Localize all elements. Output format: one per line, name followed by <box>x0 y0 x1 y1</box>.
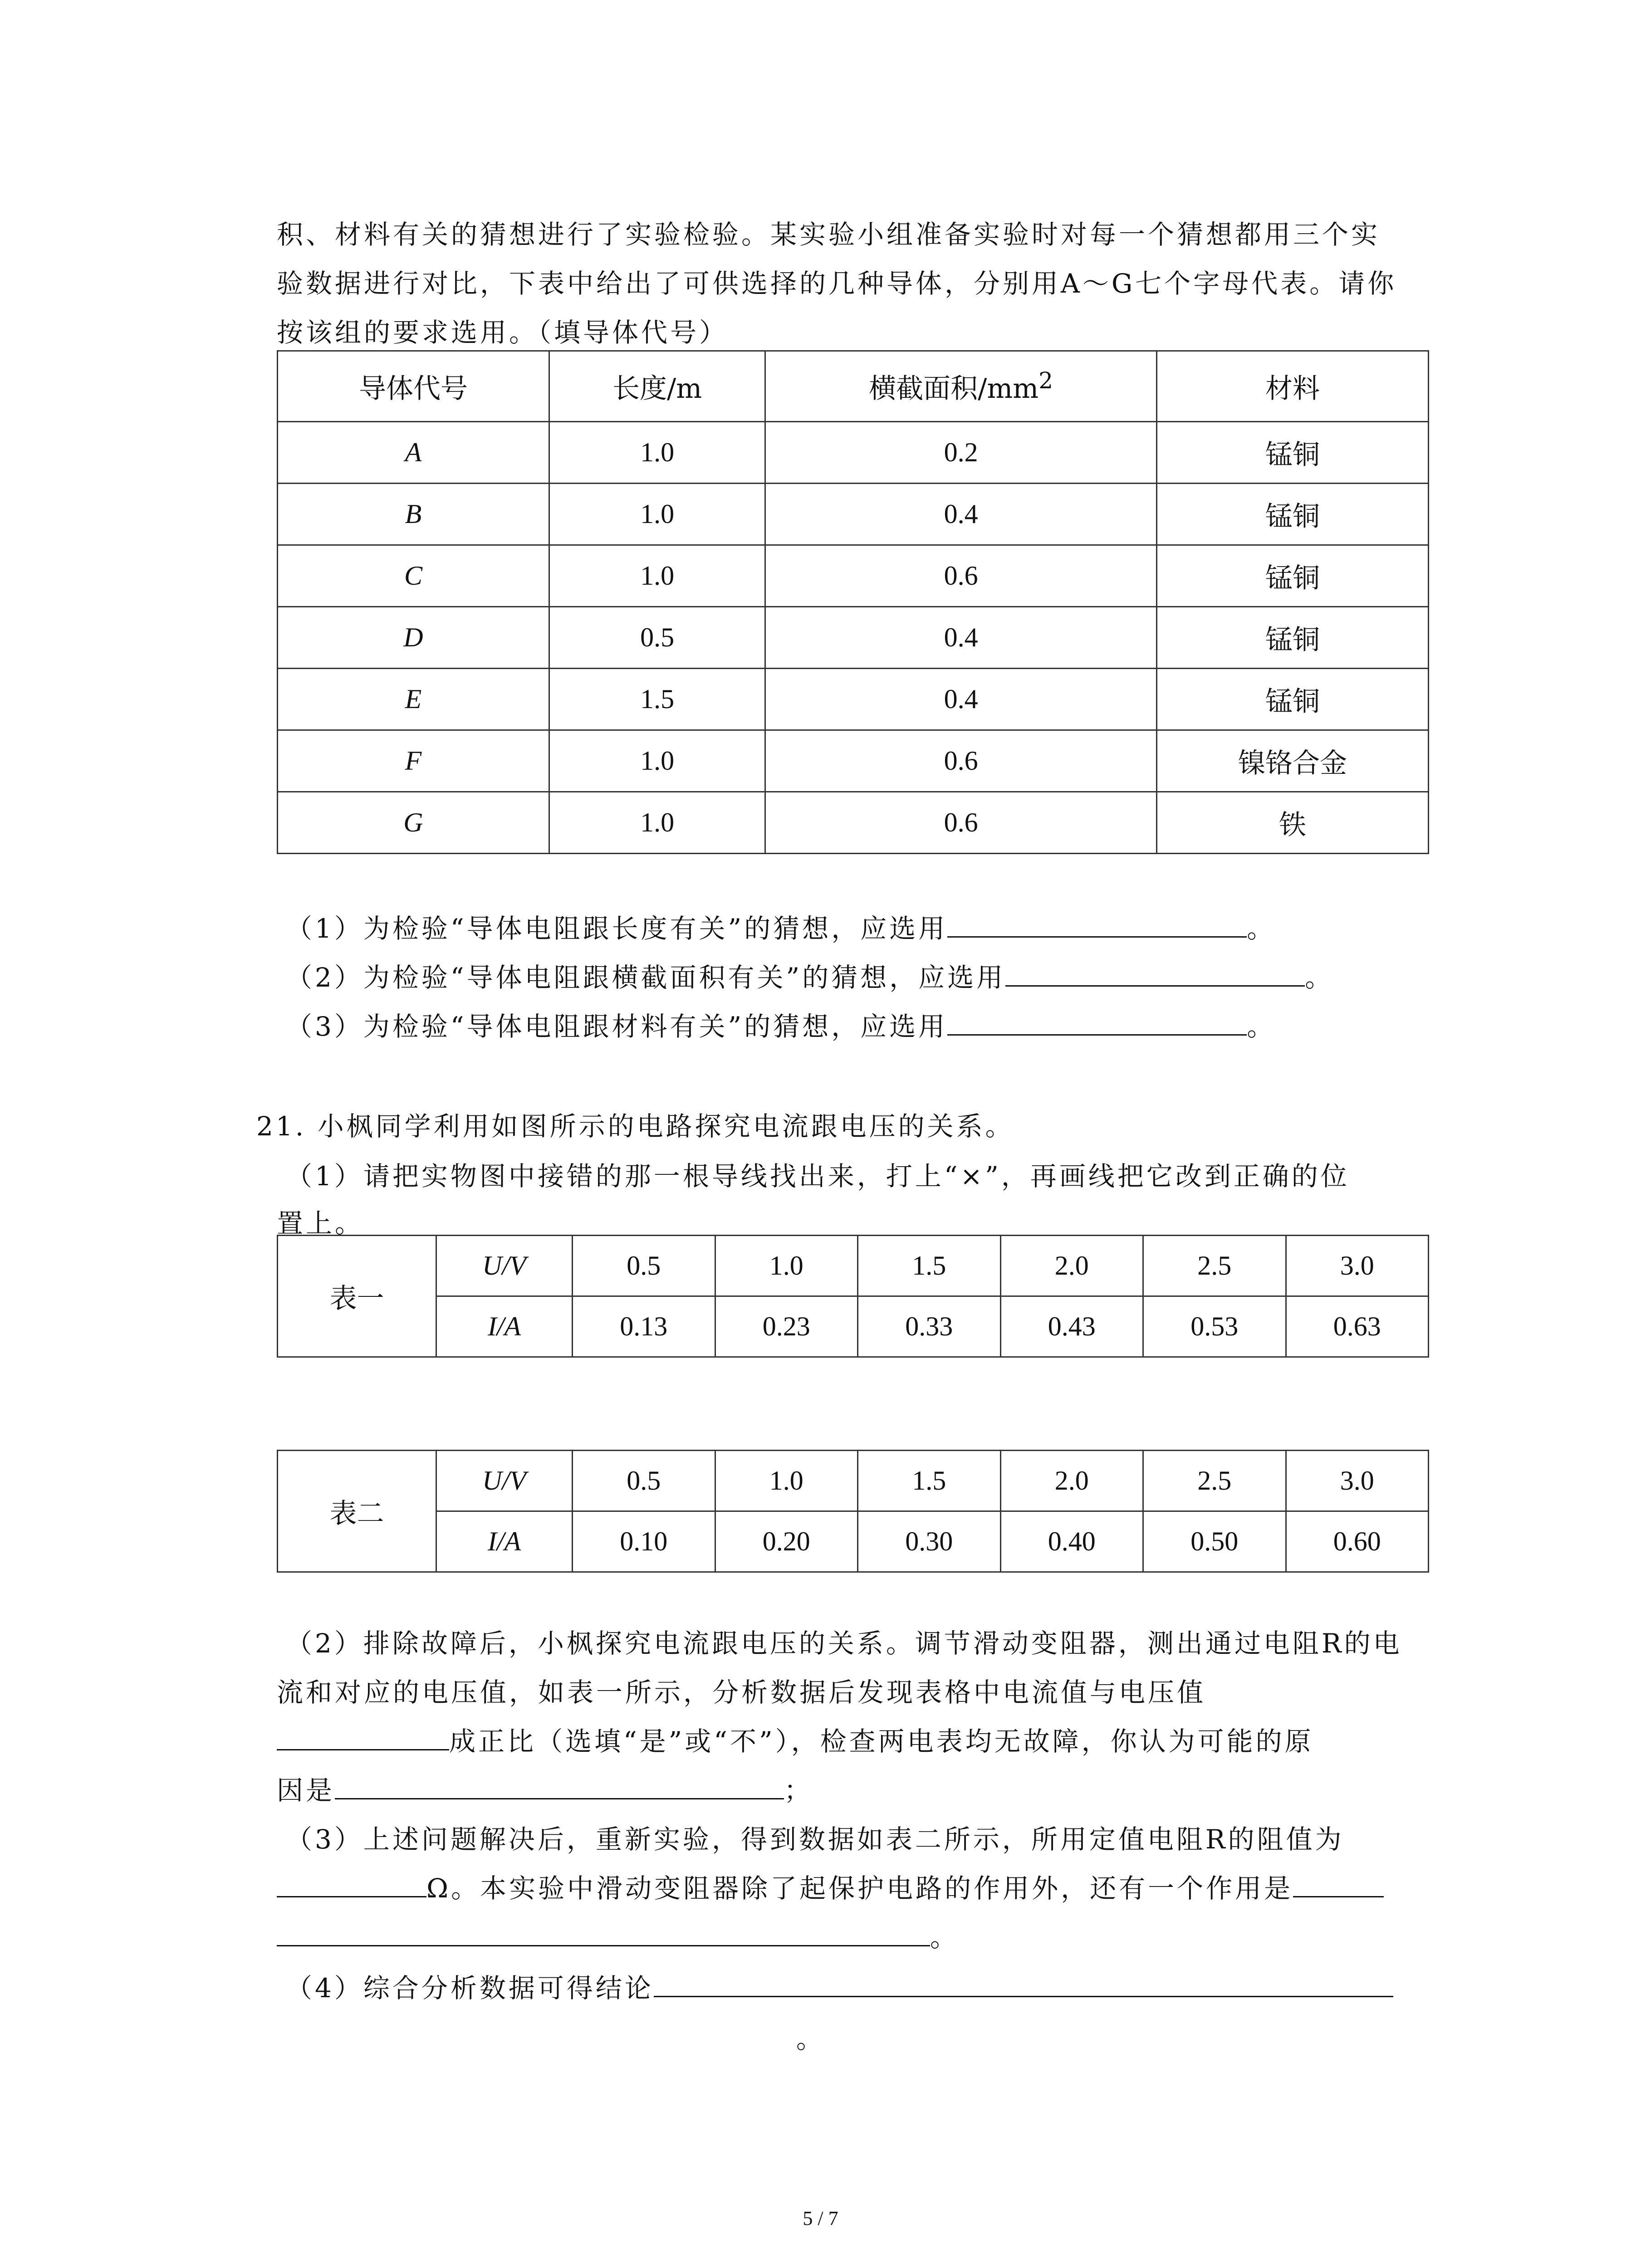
table-cell: 锰铜 <box>1157 545 1429 607</box>
header-material: 材料 <box>1157 351 1429 422</box>
header-length: 长度/m <box>549 351 765 422</box>
answer-blank[interactable] <box>1005 958 1305 987</box>
table-cell: F <box>278 730 549 792</box>
table2-u-cell: 3.0 <box>1286 1451 1429 1511</box>
table2-label: 表二 <box>278 1451 436 1572</box>
table1-u-label: U/V <box>436 1236 573 1296</box>
conductor-table <box>277 350 1429 854</box>
q21-sub2-b: 流和对应的电压值，如表一所示，分析数据后发现表格中电流值与电压值 <box>277 1677 1206 1708</box>
q21-sub2-d: 因是 ； <box>277 1769 813 1807</box>
table-cell: B <box>278 484 549 545</box>
table1-i-cell: 0.53 <box>1143 1296 1286 1357</box>
q21-sub2-a: （2）排除故障后，小枫探究电流跟电压的关系。调节滑动变阻器，测出通过电阻R的电 <box>286 1628 1402 1659</box>
q21-sub1-a: （1）请把实物图中接错的那一根导线找出来，打上“×”，再画线把它改到正确的位 <box>286 1161 1350 1192</box>
q21-sub4-end: 。 <box>796 2024 826 2054</box>
table1-i-cell: 0.33 <box>858 1296 1001 1357</box>
table-cell: 1.0 <box>549 545 765 607</box>
table-cell: 0.6 <box>765 730 1157 792</box>
table2-u-cell: 2.0 <box>1000 1451 1143 1511</box>
table2-i-cell: 0.50 <box>1143 1511 1286 1572</box>
q21-sub1-b: 置上。 <box>277 1208 364 1239</box>
table-cell: 0.4 <box>765 484 1157 545</box>
page-number: 5 / 7 <box>803 2207 838 2229</box>
table-row <box>278 792 1429 854</box>
table-row <box>278 422 1429 484</box>
table1-i-cell: 0.23 <box>715 1296 858 1357</box>
table2-u-cell: 1.0 <box>715 1451 858 1511</box>
table2-i-cell: 0.10 <box>573 1511 715 1572</box>
table2-u-cell: 1.5 <box>858 1451 1001 1511</box>
table2-u-label: U/V <box>436 1451 573 1511</box>
table1-u-cell: 1.0 <box>715 1236 858 1296</box>
table2-i-cell: 0.60 <box>1286 1511 1429 1572</box>
answer-blank[interactable] <box>654 1969 1393 1997</box>
answer-blank[interactable] <box>1293 1869 1384 1897</box>
table2-i-label: I/A <box>436 1511 573 1572</box>
answer-blank[interactable] <box>277 1722 449 1750</box>
answer-blank[interactable] <box>335 1771 784 1799</box>
q20-sub2: （2）为检验“导体电阻跟横截面积有关”的猜想，应选用 。 <box>286 956 1334 994</box>
data-table-2 <box>277 1450 1429 1573</box>
table1-i-cell: 0.13 <box>573 1296 715 1357</box>
answer-blank[interactable] <box>277 1918 930 1946</box>
q20-sub1: （1）为检验“导体电阻跟长度有关”的猜想，应选用 。 <box>286 907 1276 945</box>
table1-i-label: I/A <box>436 1296 573 1357</box>
table-cell: 锰铜 <box>1157 484 1429 545</box>
table-cell: 镍铬合金 <box>1157 730 1429 792</box>
answer-blank[interactable] <box>277 1869 426 1897</box>
table-cell: 0.6 <box>765 545 1157 607</box>
table-cell: E <box>278 669 549 730</box>
table1-u-cell: 2.5 <box>1143 1236 1286 1296</box>
table-row <box>278 484 1429 545</box>
q20-sub3: （3）为检验“导体电阻跟材料有关”的猜想，应选用 。 <box>286 1005 1276 1043</box>
header-code: 导体代号 <box>278 351 549 422</box>
table-cell: 0.4 <box>765 669 1157 730</box>
table-cell: 1.0 <box>549 730 765 792</box>
table-cell: 0.6 <box>765 792 1157 854</box>
table-cell: 0.5 <box>549 607 765 669</box>
table2-i-cell: 0.30 <box>858 1511 1001 1572</box>
table2-i-cell: 0.20 <box>715 1511 858 1572</box>
table-row <box>278 607 1429 669</box>
table-cell: 铁 <box>1157 792 1429 854</box>
table-cell: 锰铜 <box>1157 669 1429 730</box>
q21-sub4: （4）综合分析数据可得结论 <box>286 1967 1393 2005</box>
q21-sub2-c: 成正比（选填“是”或“不”），检查两电表均无故障，你认为可能的原 <box>277 1720 1314 1758</box>
q21-sub3-c: 。 <box>277 1916 959 1954</box>
table-cell: 1.0 <box>549 792 765 854</box>
answer-blank[interactable] <box>947 909 1247 938</box>
table-cell: G <box>278 792 549 854</box>
table-row <box>278 730 1429 792</box>
table1-u-cell: 1.5 <box>858 1236 1001 1296</box>
data-table-1 <box>277 1235 1429 1358</box>
table-cell: 1.0 <box>549 484 765 545</box>
table1-i-cell: 0.43 <box>1000 1296 1143 1357</box>
header-area: 横截面积$/mm^2$ <box>765 351 1157 422</box>
table1-label: 表一 <box>278 1236 436 1357</box>
table1-u-cell: 3.0 <box>1286 1236 1429 1296</box>
table1-u-cell: 2.0 <box>1000 1236 1143 1296</box>
table-cell: C <box>278 545 549 607</box>
q21-sub3-a: （3）上述问题解决后，重新实验，得到数据如表二所示，所用定值电阻R的阻值为 <box>286 1824 1344 1855</box>
intro-line-1: 积、材料有关的猜想进行了实验检验。某实验小组准备实验时对每一个猜想都用三个实 <box>277 219 1381 250</box>
q21-stem: 21. 小枫同学利用如图所示的电路探究电流跟电压的关系。 <box>256 1111 1014 1142</box>
table1-i-cell: 0.63 <box>1286 1296 1429 1357</box>
intro-line-3: 按该组的要求选用。（填导体代号） <box>277 317 729 348</box>
q21-sub3-b: Ω。本实验中滑动变阻器除了起保护电路的作用外，还有一个作用是 <box>277 1867 1384 1905</box>
table2-i-cell: 0.40 <box>1000 1511 1143 1572</box>
table-cell: D <box>278 607 549 669</box>
table-cell: 锰铜 <box>1157 422 1429 484</box>
table-cell: A <box>278 422 549 484</box>
table-cell: 1.0 <box>549 422 765 484</box>
table-row <box>278 669 1429 730</box>
table2-u-cell: 2.5 <box>1143 1451 1286 1511</box>
table-row <box>278 545 1429 607</box>
table-cell: 1.5 <box>549 669 765 730</box>
answer-blank[interactable] <box>947 1007 1247 1036</box>
intro-line-2: 验数据进行对比，下表中给出了可供选择的几种导体，分别用A～G七个字母代表。请你 <box>277 268 1397 299</box>
table2-u-cell: 0.5 <box>573 1451 715 1511</box>
table-cell: 0.4 <box>765 607 1157 669</box>
table-cell: 锰铜 <box>1157 607 1429 669</box>
table-cell: 0.2 <box>765 422 1157 484</box>
table1-u-cell: 0.5 <box>573 1236 715 1296</box>
